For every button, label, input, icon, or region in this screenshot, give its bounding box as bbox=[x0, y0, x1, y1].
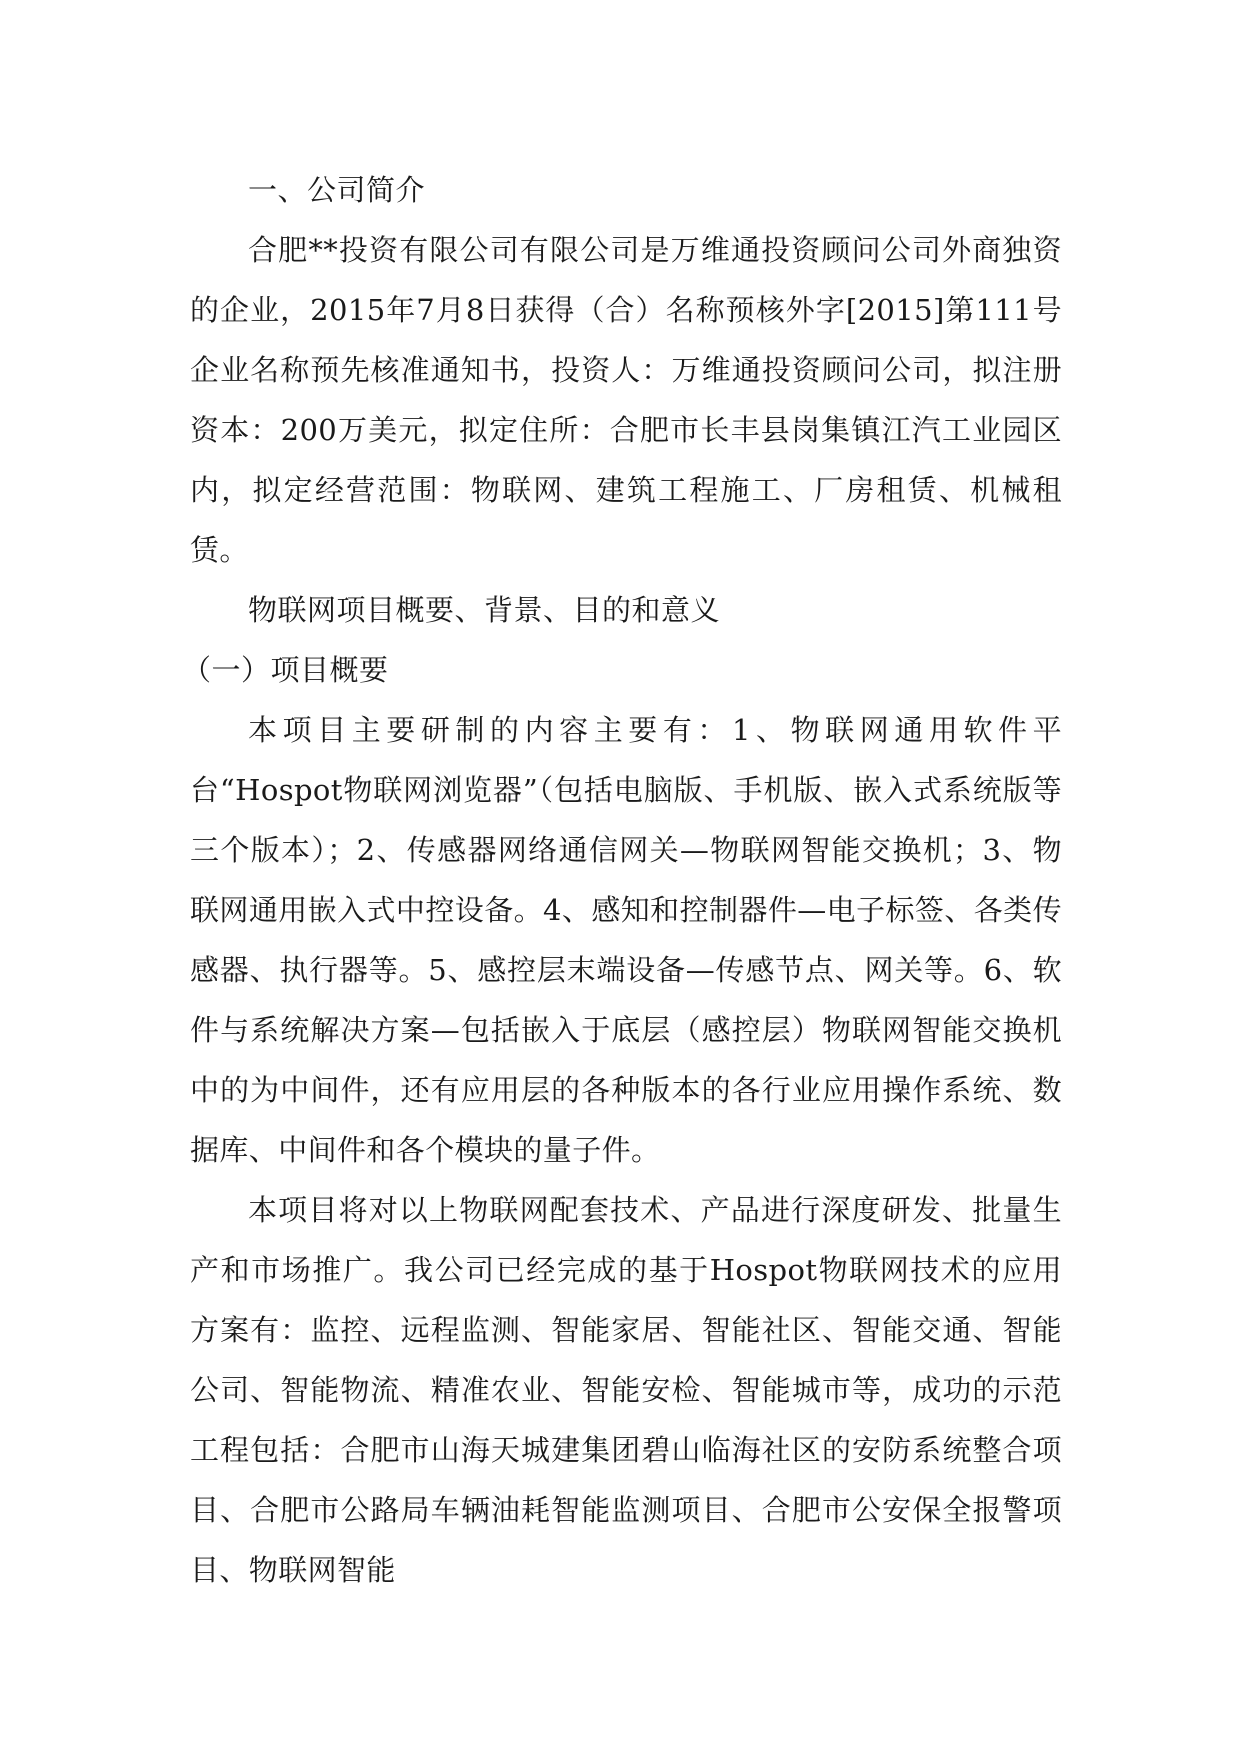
subsection-heading-project-overview: （一）项目概要 bbox=[182, 653, 389, 687]
paragraph-project-contents: 本项目主要研制的内容主要有：1、物联网通用软件平台“Hospot物联网浏览器”（包括电脑版、手机版、嵌入式系统版等三个版本）；2、传感器网络通信网关—物联网智能交换机；3、物联网通用嵌入式中控设备。4、感知和控制器件—电子标签、各类传感器、执行器等。5、感控层末端设备—传感节点、网关等。6、软件与系统解决方案—包括嵌入于底层（感控层）物联网智能交换机中的为中间件，还有应用层的各种版本的各行业应用操作系统、数据库、中间件和各个模块的量子件。 bbox=[190, 713, 1062, 1167]
section-heading-company-intro: 一、公司简介 bbox=[248, 173, 426, 207]
paragraph-project-applications: 本项目将对以上物联网配套技术、产品进行深度研发、批量生产和市场推广。我公司已经完成的基于Hospot物联网技术的应用方案有：监控、远程监测、智能家居、智能社区、智能交通、智能公司、智能物流、精准农业、智能安检、智能城市等，成功的示范工程包括：合肥市山海天城建集团碧山临海社区的安防系统整合项目、合肥市公路局车辆油耗智能监测项目、合肥市公安保全报警项目、物联网智能 bbox=[190, 1193, 1062, 1587]
section-heading-iot-project: 物联网项目概要、背景、目的和意义 bbox=[248, 593, 721, 627]
document-body bbox=[182, 160, 1062, 1600]
paragraph-company-description: 合肥**投资有限公司有限公司是万维通投资顾问公司外商独资的企业，2015年7月8日获得（合）名称预核外字[2015]第111号企业名称预先核准通知书，投资人：万维通投资顾问公司，拟注册资本：200万美元，拟定住所：合肥市长丰县岗集镇江汽工业园区内，拟定经营范围：物联网、建筑工程施工、厂房租赁、机械租赁。 bbox=[190, 233, 1062, 567]
